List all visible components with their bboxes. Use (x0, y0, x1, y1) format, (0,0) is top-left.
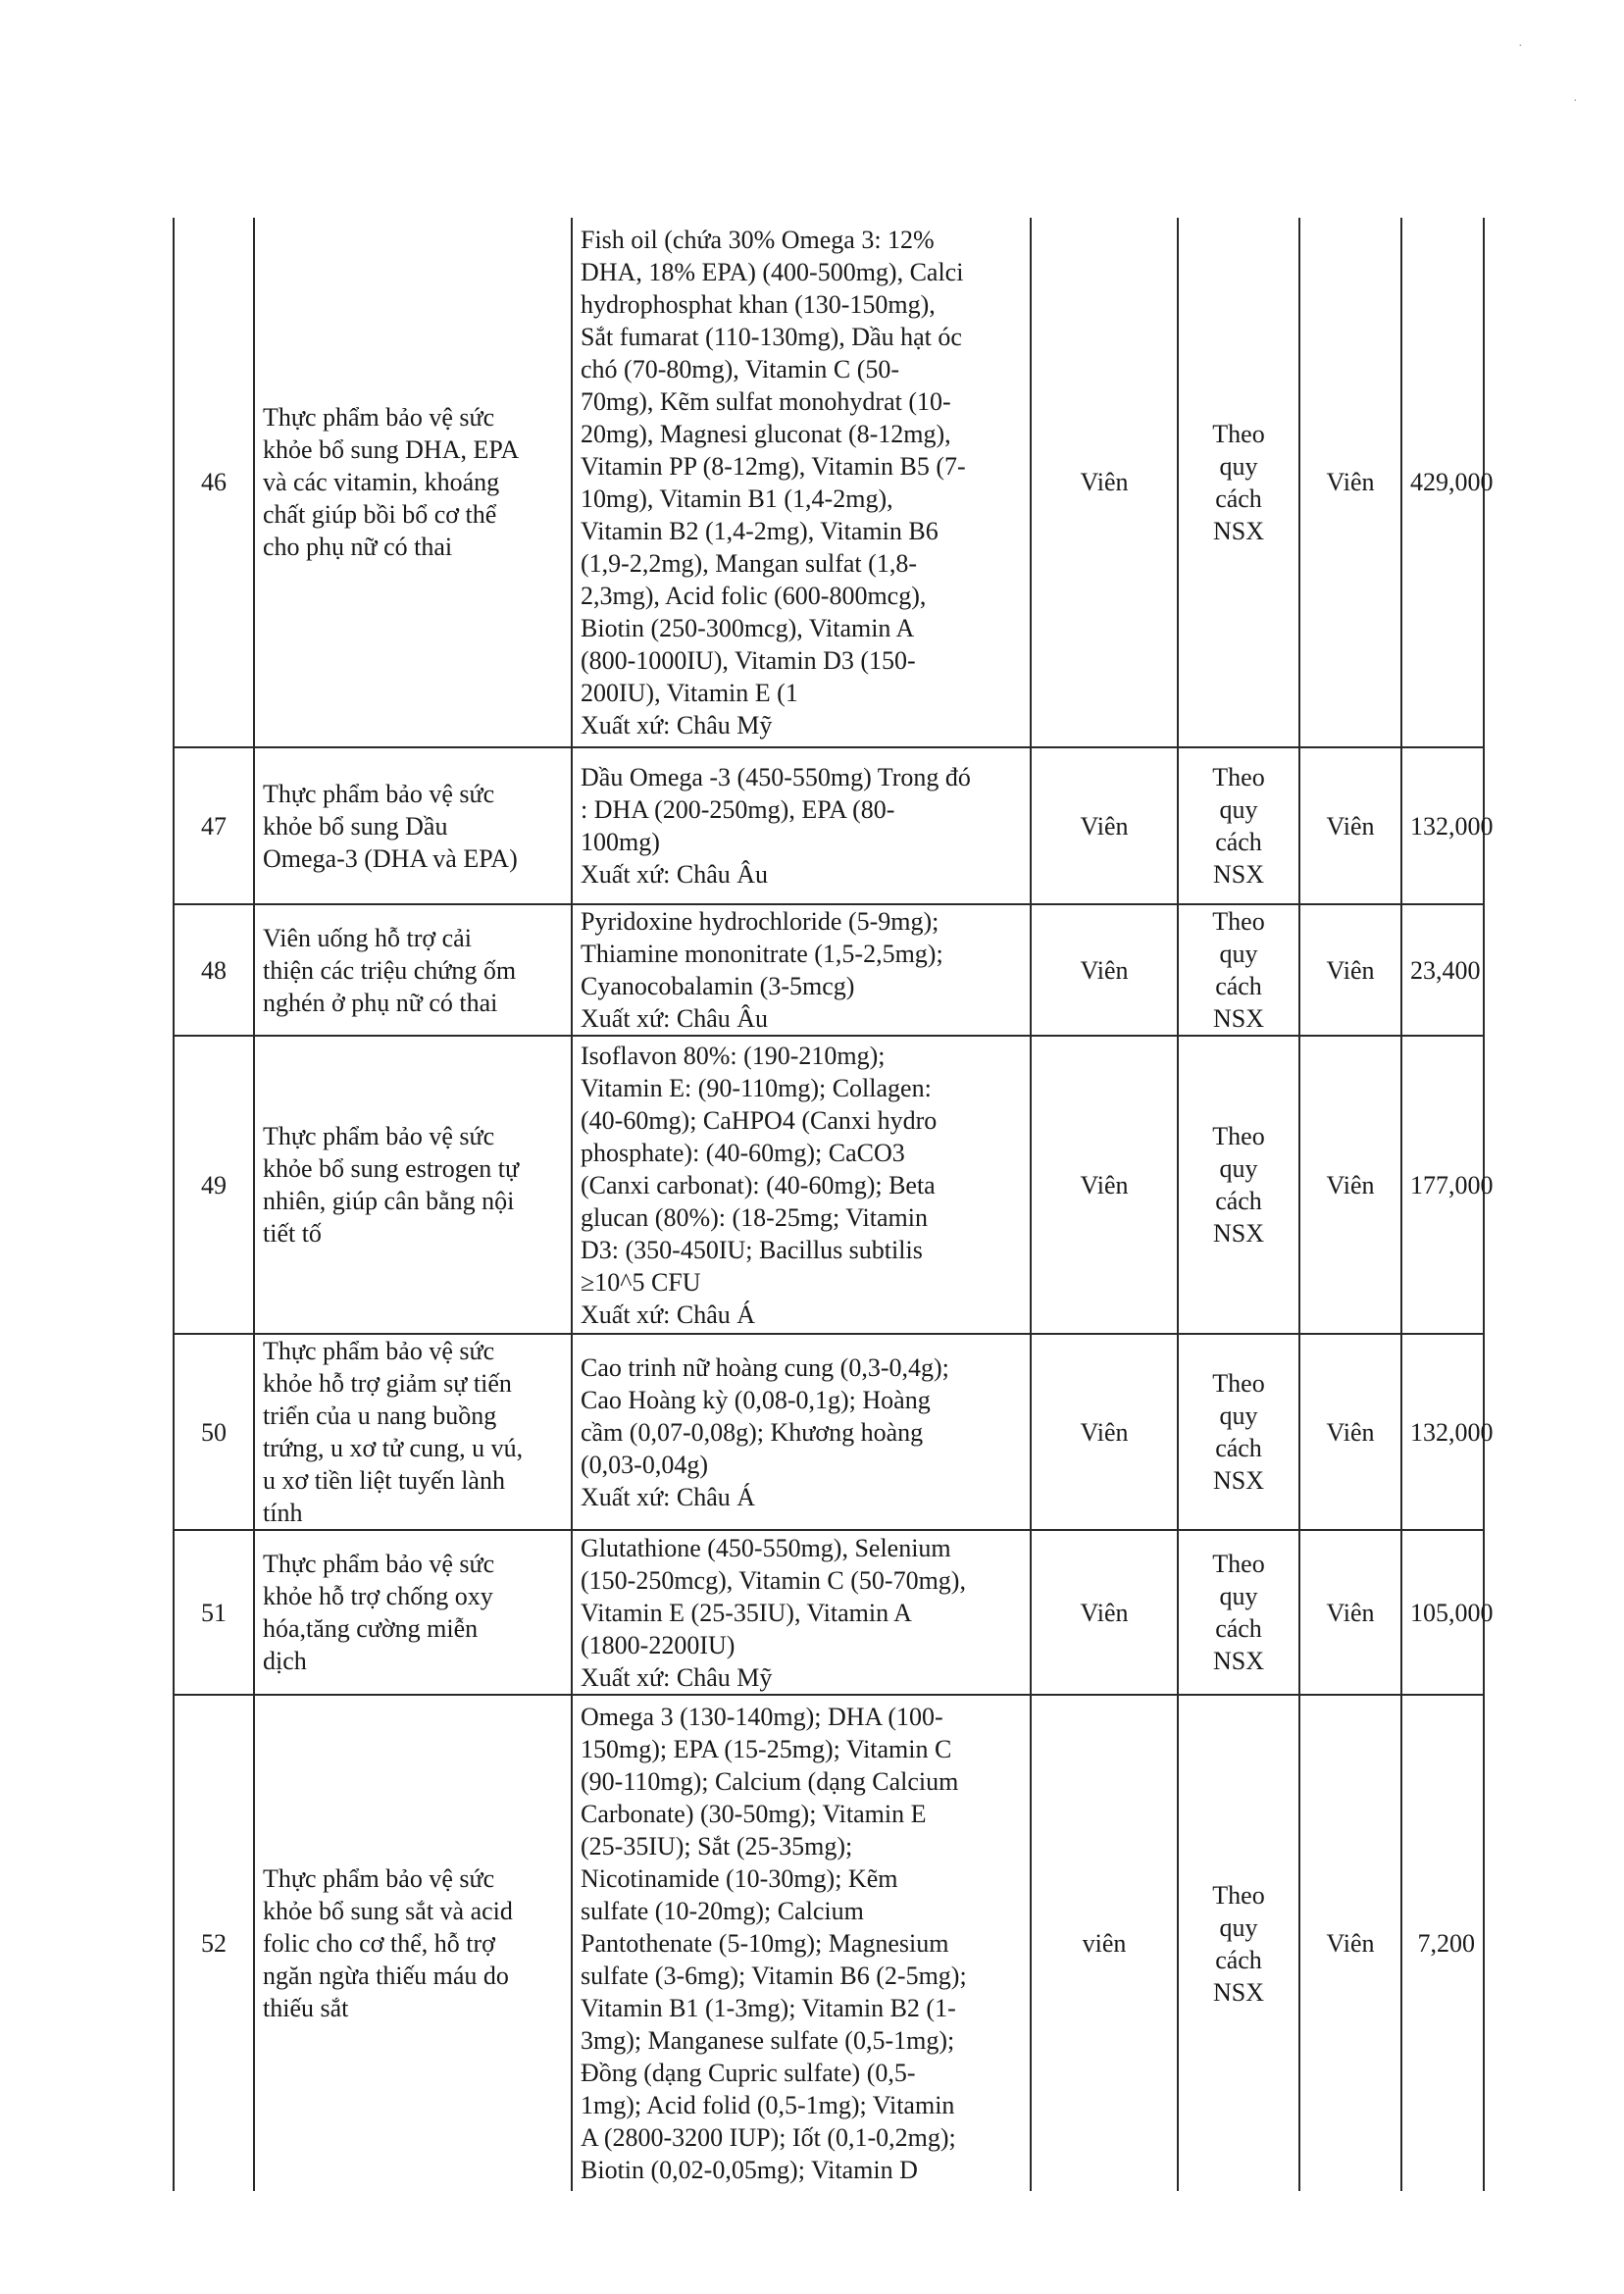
ingredients-cell-line: Vitamin B2 (1,4-2mg), Vitamin B6 (581, 516, 939, 545)
unit-price: 132,000 (1401, 747, 1484, 904)
dosage-form: Viên (1031, 1334, 1178, 1530)
ingredients-cell-line: 150mg); EPA (15-25mg); Vitamin C (581, 1735, 952, 1763)
product-name-line: ngăn ngừa thiếu máu do (263, 1962, 509, 1990)
unit-price: 23,400 (1401, 904, 1484, 1036)
packaging-spec-line: quy (1219, 1402, 1258, 1430)
product-name-line: khỏe bổ sung Dầu (263, 811, 448, 841)
product-name-line: Thực phẩm bảo vệ sức (263, 779, 495, 808)
ingredients-cell-line: 100mg) (581, 828, 660, 856)
ingredients-cell-line: hydrophosphat khan (130-150mg), (581, 289, 936, 319)
unit-of-measure: Viên (1299, 1036, 1401, 1334)
dosage-form: Viên (1031, 1530, 1178, 1695)
ingredients-cell-line: glucan (80%): (18-25mg; Vitamin (581, 1202, 928, 1232)
unit-price: 7,200 (1401, 1695, 1484, 2191)
ingredients-cell-line: Glutathione (450-550mg), Selenium (581, 1533, 951, 1562)
product-name (254, 747, 572, 904)
product-name (254, 1695, 572, 2191)
row-number: 47 (174, 747, 254, 904)
packaging-spec-line: cách (1215, 1187, 1262, 1215)
packaging-spec-line: quy (1219, 1582, 1258, 1610)
ingredients-cell-line: Cao Hoàng kỳ (0,08-0,1g); Hoàng (581, 1385, 931, 1414)
ingredients-cell-line: (Canxi carbonat): (40-60mg); Beta (581, 1170, 936, 1199)
ingredients-cell-line: Pyridoxine hydrochloride (5-9mg); (581, 907, 939, 936)
product-price-table (173, 218, 1494, 2191)
row-number: 50 (174, 1334, 254, 1530)
table-row (174, 1036, 1484, 1334)
ingredients-cell-line: Biotin (250-300mcg), Vitamin A (581, 613, 915, 642)
ingredients-cell-line: 10mg), Vitamin B1 (1,4-2mg), (581, 484, 893, 513)
ingredients-cell-line: 200IU), Vitamin E (1 (581, 678, 798, 707)
unit-of-measure: Viên (1299, 1334, 1401, 1530)
product-name-line: và các vitamin, khoáng (263, 468, 500, 496)
ingredients-cell-line: Thiamine mononitrate (1,5-2,5mg); (581, 940, 943, 968)
product-name-line: Thực phẩm bảo vệ sức (263, 1864, 495, 1893)
product-name-line: u xơ tiền liệt tuyến lành (263, 1466, 505, 1495)
ingredients-cell-line: 20mg), Magnesi gluconat (8-12mg), (581, 419, 951, 448)
packaging-spec-line: NSX (1212, 1004, 1264, 1033)
ingredients-cell-line: Dầu Omega -3 (450-550mg) Trong đó (581, 763, 971, 791)
packaging-spec-line: NSX (1212, 1647, 1264, 1675)
product-name-line: Thực phẩm bảo vệ sức (263, 403, 495, 432)
packaging-spec-line: cách (1215, 1945, 1262, 1974)
ingredients-cell-line: chó (70-80mg), Vitamin C (50- (581, 354, 900, 383)
row-number: 52 (174, 1695, 254, 2191)
product-name (254, 1530, 572, 1695)
ingredients-cell-line: (0,03-0,04g) (581, 1450, 708, 1479)
scan-speck: · (1518, 39, 1523, 54)
unit-of-measure: Viên (1299, 747, 1401, 904)
product-name-line: triển của u nang buồng (263, 1402, 497, 1430)
product-name-line: khỏe bổ sung DHA, EPA (263, 435, 520, 464)
packaging-spec-line: quy (1219, 795, 1258, 824)
row-number: 48 (174, 904, 254, 1036)
packaging-spec-line: Theo (1212, 419, 1265, 448)
packaging-spec-line: NSX (1212, 1977, 1264, 2007)
unit-price: 105,000 (1401, 1530, 1484, 1695)
packaging-spec-line: cách (1215, 1434, 1262, 1462)
packaging-spec (1178, 218, 1299, 747)
packaging-spec-line: Theo (1212, 1122, 1265, 1150)
product-name (254, 1036, 572, 1334)
product-name-line: Thực phẩm bảo vệ sức (263, 1122, 495, 1150)
product-name-line: hóa,tăng cường miễn (263, 1614, 479, 1643)
unit-of-measure: Viên (1299, 218, 1401, 747)
product-name-line: chất giúp bồi bổ cơ thể (263, 500, 497, 529)
packaging-spec-line: NSX (1212, 516, 1264, 545)
table-row (174, 218, 1484, 747)
unit-of-measure: Viên (1299, 1695, 1401, 2191)
table-row (174, 904, 1484, 1036)
ingredients-cell (572, 1334, 1031, 1530)
packaging-spec (1178, 904, 1299, 1036)
ingredients-cell-line: Xuất xứ: Châu Âu (581, 860, 769, 889)
dosage-form: Viên (1031, 904, 1178, 1036)
unit-price: 132,000 (1401, 1334, 1484, 1530)
product-name-line: khỏe hỗ trợ giảm sự tiến (263, 1369, 512, 1398)
ingredients-cell-line: Carbonate) (30-50mg); Vitamin E (581, 1800, 927, 1828)
ingredients-cell-line: cầm (0,07-0,08g); Khương hoàng (581, 1417, 924, 1447)
ingredients-cell (572, 1036, 1031, 1334)
packaging-spec-line: Theo (1212, 763, 1265, 791)
ingredients-cell-line: Sắt fumarat (110-130mg), Dầu hạt óc (581, 322, 962, 351)
packaging-spec-line: quy (1219, 451, 1258, 481)
unit-price: 177,000 (1401, 1036, 1484, 1334)
row-number: 49 (174, 1036, 254, 1334)
packaging-spec (1178, 1695, 1299, 2191)
table-row (174, 747, 1484, 904)
scan-speck: · (1573, 94, 1578, 109)
packaging-spec-line: cách (1215, 972, 1262, 1000)
ingredients-cell-line: Nicotinamide (10-30mg); Kẽm (581, 1864, 898, 1893)
ingredients-cell-line: 3mg); Manganese sulfate (0,5-1mg); (581, 2026, 955, 2055)
product-name-line: thiếu sắt (263, 1994, 349, 2022)
packaging-spec-line: quy (1219, 1154, 1258, 1183)
product-name-line: khỏe bổ sung estrogen tự (263, 1154, 520, 1183)
ingredients-cell-line: Vitamin PP (8-12mg), Vitamin B5 (7- (581, 451, 966, 481)
unit-price: 429,000 (1401, 218, 1484, 747)
product-name (254, 218, 572, 747)
ingredients-cell-line: Omega 3 (130-140mg); DHA (100- (581, 1703, 943, 1731)
product-name-line: Omega-3 (DHA và EPA) (263, 843, 518, 873)
ingredients-cell-line: Xuất xứ: Châu Á (581, 1482, 756, 1511)
ingredients-cell (572, 1530, 1031, 1695)
packaging-spec (1178, 1036, 1299, 1334)
packaging-spec (1178, 747, 1299, 904)
packaging-spec-line: NSX (1212, 1466, 1264, 1495)
ingredients-cell-line: Xuất xứ: Châu Mỹ (581, 710, 773, 739)
dosage-form: Viên (1031, 1036, 1178, 1334)
table-row (174, 1334, 1484, 1530)
product-name (254, 904, 572, 1036)
dosage-form: Viên (1031, 218, 1178, 747)
ingredients-cell (572, 1695, 1031, 2191)
ingredients-cell-line: phosphate): (40-60mg); CaCO3 (581, 1138, 905, 1167)
ingredients-cell-line: Isoflavon 80%: (190-210mg); (581, 1041, 886, 1070)
product-name-line: nhiên, giúp cân bằng nội (263, 1187, 515, 1215)
packaging-spec (1178, 1334, 1299, 1530)
ingredients-cell-line: sulfate (10-20mg); Calcium (581, 1897, 864, 1925)
packaging-spec-line: Theo (1212, 1880, 1265, 1910)
ingredients-cell-line: (800-1000IU), Vitamin D3 (150- (581, 645, 916, 675)
unit-of-measure: Viên (1299, 1530, 1401, 1695)
dosage-form: viên (1031, 1695, 1178, 2191)
ingredients-cell-line: (1800-2200IU) (581, 1630, 736, 1659)
ingredients-cell-line: DHA, 18% EPA) (400-500mg), Calci (581, 257, 964, 286)
ingredients-cell-line: Vitamin E (25-35IU), Vitamin A (581, 1598, 912, 1627)
ingredients-cell-line: Biotin (0,02-0,05mg); Vitamin D (581, 2156, 918, 2184)
unit-of-measure: Viên (1299, 904, 1401, 1036)
table-row (174, 1695, 1484, 2191)
table-body (174, 218, 1494, 2191)
product-name-line: nghén ở phụ nữ có thai (263, 988, 498, 1017)
packaging-spec-line: Theo (1212, 1550, 1265, 1578)
product-name-line: thiện các triệu chứng ốm (263, 955, 517, 985)
ingredients-cell-line: ≥10^5 CFU (581, 1267, 701, 1297)
table-row (174, 1530, 1484, 1695)
ingredients-cell-line: : DHA (200-250mg), EPA (80- (581, 795, 895, 824)
packaging-spec (1178, 1530, 1299, 1695)
ingredients-cell-line: Cao trinh nữ hoàng cung (0,3-0,4g); (581, 1352, 949, 1382)
ingredients-cell (572, 904, 1031, 1036)
ingredients-cell-line: (40-60mg); CaHPO4 (Canxi hydro (581, 1105, 938, 1135)
row-number: 46 (174, 218, 254, 747)
product-name-line: khỏe hỗ trợ chống oxy (263, 1582, 493, 1610)
ingredients-cell-line: Xuất xứ: Châu Âu (581, 1004, 769, 1033)
packaging-spec-line: cách (1215, 484, 1262, 513)
product-name-line: tính (263, 1499, 303, 1527)
ingredients-cell-line: A (2800-3200 IUP); Iốt (0,1-0,2mg); (581, 2123, 956, 2152)
ingredients-cell-line: (150-250mcg), Vitamin C (50-70mg), (581, 1565, 966, 1595)
ingredients-cell-line: (90-110mg); Calcium (dạng Calcium (581, 1767, 959, 1796)
packaging-spec-line: Theo (1212, 1369, 1265, 1398)
product-name-line: folic cho cơ thể, hỗ trợ (263, 1929, 495, 1958)
ingredients-cell-line: (1,9-2,2mg), Mangan sulfat (1,8- (581, 548, 917, 578)
ingredients-cell-line: Cyanocobalamin (3-5mcg) (581, 972, 855, 1000)
ingredients-cell-line: Fish oil (chứa 30% Omega 3: 12% (581, 225, 935, 254)
packaging-spec-line: NSX (1212, 860, 1264, 889)
packaging-spec-line: quy (1219, 940, 1258, 968)
ingredients-cell-line: Pantothenate (5-10mg); Magnesium (581, 1929, 949, 1958)
packaging-spec-line: cách (1215, 828, 1262, 856)
ingredients-cell-line: Vitamin E: (90-110mg); Collagen: (581, 1073, 932, 1102)
dosage-form: Viên (1031, 747, 1178, 904)
ingredients-cell (572, 218, 1031, 747)
product-name (254, 1334, 572, 1530)
product-name-line: Viên uống hỗ trợ cải (263, 923, 472, 952)
product-name-line: tiết tố (263, 1219, 322, 1248)
product-name-line: Thực phẩm bảo vệ sức (263, 1337, 495, 1365)
ingredients-cell-line: D3: (350-450IU; Bacillus subtilis (581, 1235, 923, 1264)
packaging-spec-line: cách (1215, 1614, 1262, 1643)
ingredients-cell-line: Đồng (dạng Cupric sulfate) (0,5- (581, 2059, 916, 2087)
product-name-line: cho phụ nữ có thai (263, 533, 453, 561)
ingredients-cell (572, 747, 1031, 904)
ingredients-cell-line: (25-35IU); Sắt (25-35mg); (581, 1832, 853, 1861)
row-number: 51 (174, 1530, 254, 1695)
product-name-line: trứng, u xơ tử cung, u vú, (263, 1434, 524, 1462)
packaging-spec-line: quy (1219, 1912, 1258, 1942)
ingredients-cell-line: 1mg); Acid folid (0,5-1mg); Vitamin (581, 2091, 955, 2119)
ingredients-cell-line: Vitamin B1 (1-3mg); Vitamin B2 (1- (581, 1994, 956, 2022)
product-name-line: khỏe bổ sung sắt và acid (263, 1897, 513, 1925)
product-name-line: Thực phẩm bảo vệ sức (263, 1550, 495, 1578)
ingredients-cell-line: Xuất xứ: Châu Á (581, 1300, 756, 1329)
ingredients-cell-line: sulfate (3-6mg); Vitamin B6 (2-5mg); (581, 1962, 967, 1990)
packaging-spec-line: NSX (1212, 1219, 1264, 1248)
product-name-line: dịch (263, 1647, 307, 1675)
packaging-spec-line: Theo (1212, 907, 1265, 936)
ingredients-cell-line: Xuất xứ: Châu Mỹ (581, 1662, 773, 1692)
ingredients-cell-line: 2,3mg), Acid folic (600-800mcg), (581, 581, 927, 610)
ingredients-cell-line: 70mg), Kẽm sulfat monohydrat (10- (581, 386, 951, 416)
